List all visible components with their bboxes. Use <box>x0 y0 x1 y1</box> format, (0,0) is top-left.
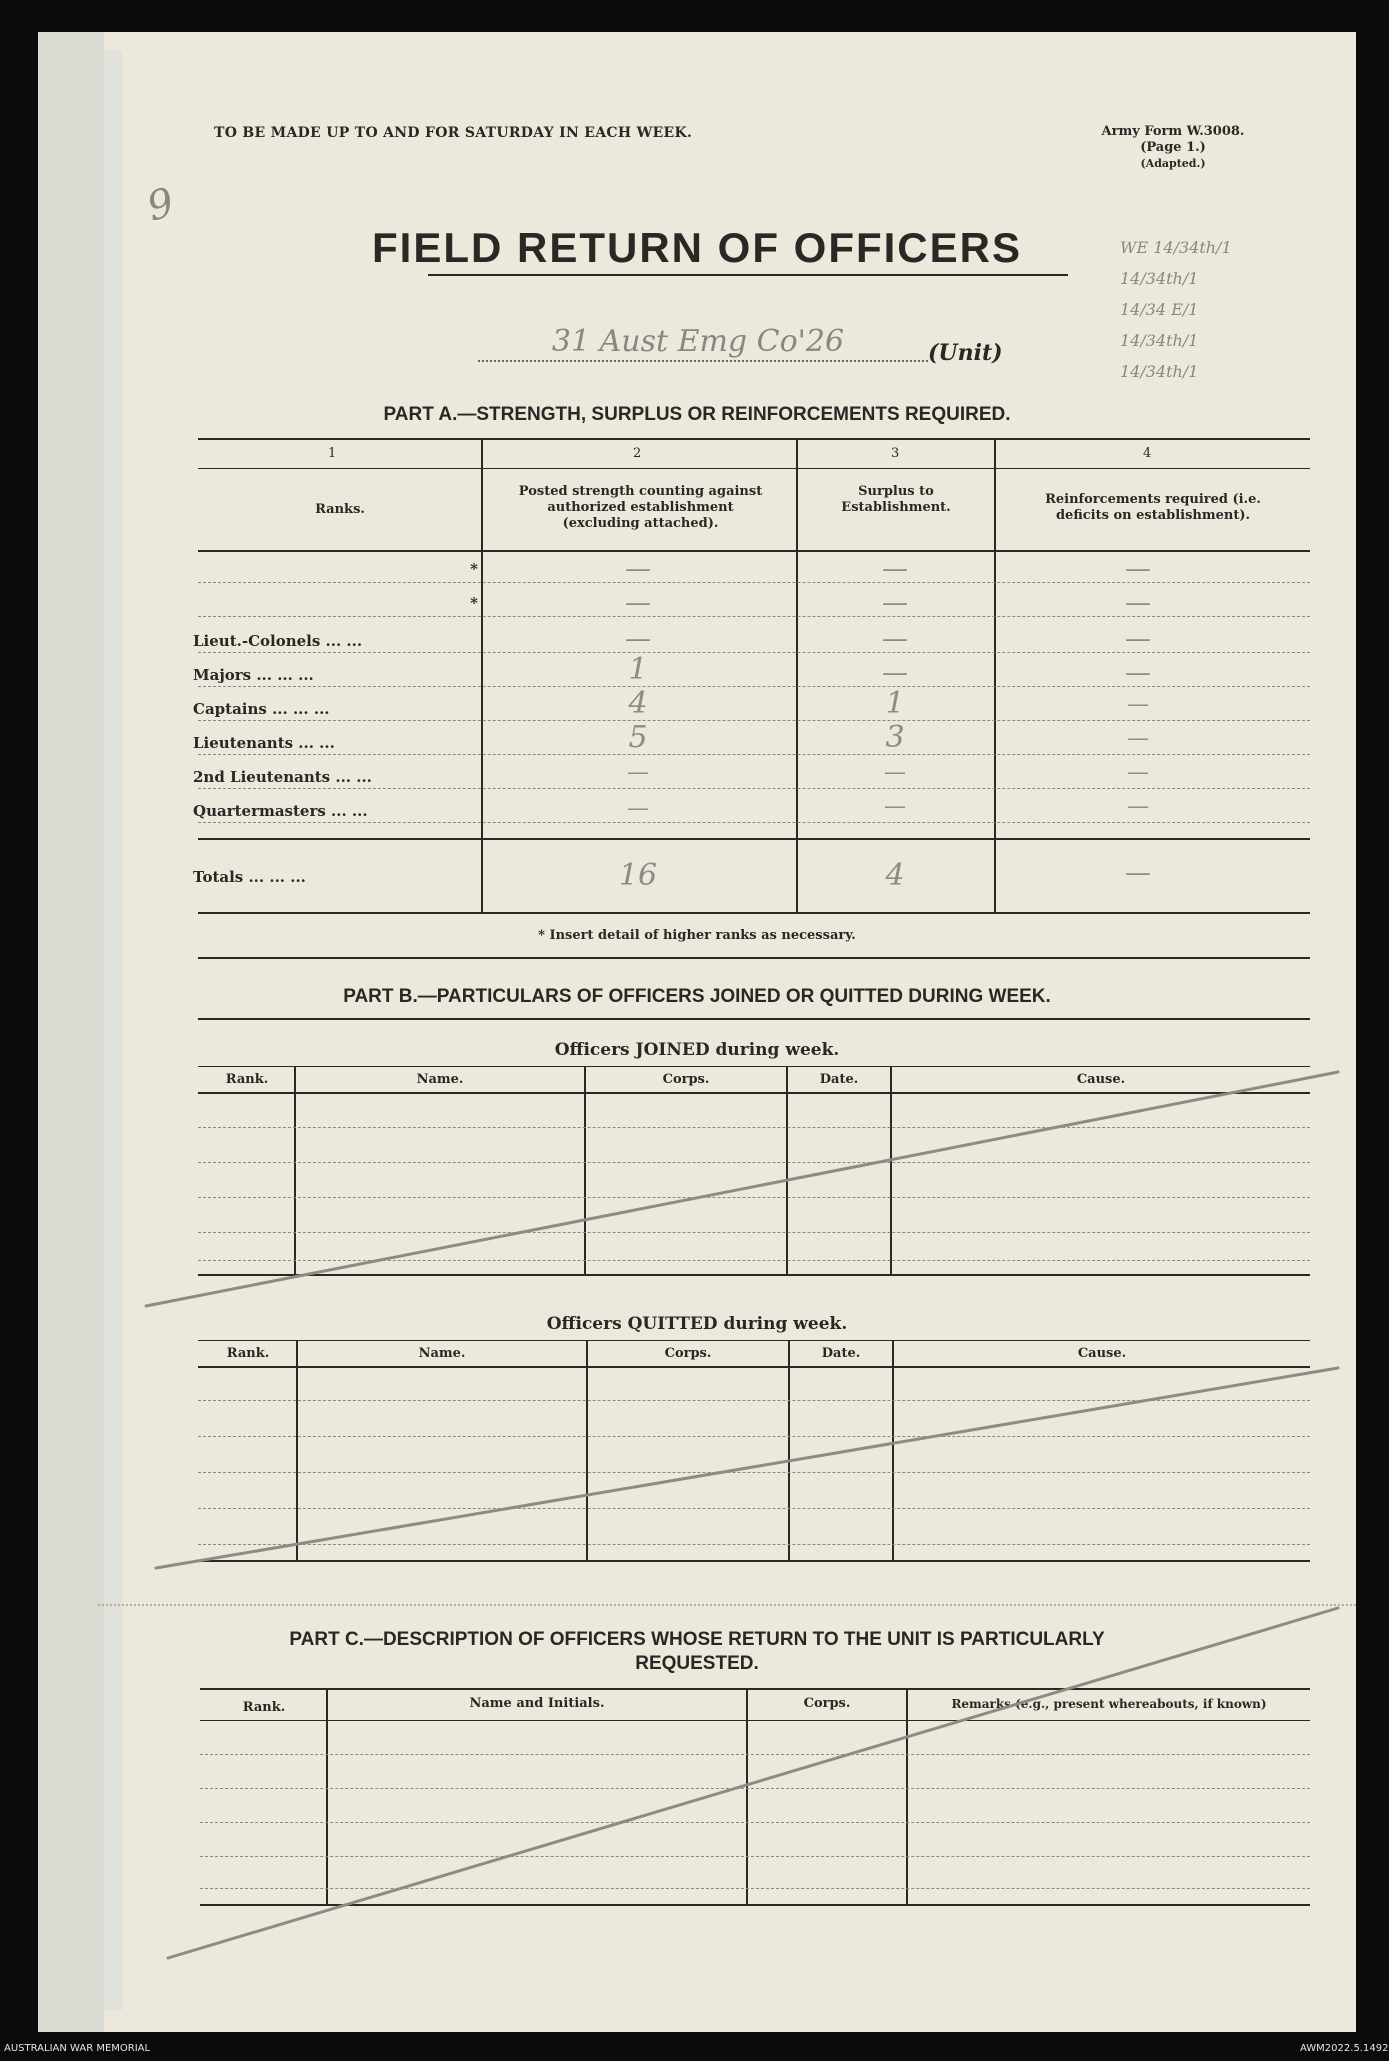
totals-label: Totals ... ... ... <box>193 868 306 886</box>
surplus-total: 4 <box>885 858 905 893</box>
instruction-text: TO BE MADE UP TO AND FOR SATURDAY IN EACH WEEK. <box>214 125 693 141</box>
column-number: 1 <box>328 446 337 461</box>
part-a-footnote: * Insert detail of higher ranks as necessary. <box>538 928 856 943</box>
strength-value: — <box>627 760 649 785</box>
reinforcement-total: — <box>1125 858 1151 888</box>
form-sheet <box>38 32 1356 2032</box>
form-title: FIELD RETURN OF OFFICERS <box>372 224 1022 271</box>
unit-label: (Unit) <box>928 340 1003 366</box>
stamp-line: 14/34th/1 <box>1120 269 1199 288</box>
col-date: Date. <box>819 1072 859 1087</box>
col-name: Name. <box>416 1072 464 1087</box>
part-a-heading: PART A.—STRENGTH, SURPLUS OR REINFORCEMENTS REQUIRED. <box>383 404 1011 425</box>
margin-note: 9 <box>142 179 179 231</box>
surplus-value: — <box>882 554 908 584</box>
rank-label: * <box>470 560 478 578</box>
stamp-line: 14/34th/1 <box>1120 331 1199 350</box>
surplus-value: 3 <box>885 720 905 755</box>
strength-value: 4 <box>628 686 648 721</box>
surplus-value: 1 <box>885 686 905 721</box>
column-number: 2 <box>633 446 642 461</box>
surplus-value: — <box>882 658 908 688</box>
col-rank: Rank. <box>225 1072 269 1087</box>
stamp-line: 14/34 E/1 <box>1120 300 1199 319</box>
pencil-strike-lines <box>38 32 1356 2032</box>
form-number: Army Form W.3008. <box>1101 124 1245 139</box>
reinforcement-value: — <box>1127 692 1149 717</box>
reinforcement-value: — <box>1127 760 1149 785</box>
col-cause: Cause. <box>1077 1346 1127 1361</box>
col-corps: Corps. <box>662 1072 710 1087</box>
col-name-initials: Name and Initials. <box>469 1696 605 1711</box>
col-date: Date. <box>821 1346 861 1361</box>
col-remarks: Remarks (e.g., present whereabouts, if known) <box>951 1697 1267 1711</box>
column-header-strength: Posted strength counting against authorized establishment (excluding attached). <box>518 484 763 531</box>
rank-label: Captains ... ... ... <box>193 700 330 718</box>
strength-value: 5 <box>628 720 648 755</box>
rank-label: Quartermasters ... ... <box>193 802 368 820</box>
joined-heading: Officers JOINED during week. <box>554 1040 840 1060</box>
stamp-line: WE 14/34th/1 <box>1120 238 1232 257</box>
rank-label: Lieutenants ... ... <box>193 734 335 752</box>
rank-label: Majors ... ... ... <box>193 666 314 684</box>
col-rank: Rank. <box>226 1346 270 1361</box>
stamp-line: 14/34th/1 <box>1120 362 1199 381</box>
surplus-value: — <box>884 794 906 819</box>
reinforcement-value: — <box>1125 588 1151 618</box>
surplus-value: — <box>884 760 906 785</box>
reinforcement-value: — <box>1125 554 1151 584</box>
reinforcement-value: — <box>1125 624 1151 654</box>
quitted-heading: Officers QUITTED during week. <box>546 1314 848 1334</box>
surplus-value: — <box>882 624 908 654</box>
col-name: Name. <box>418 1346 466 1361</box>
strength-value: — <box>625 588 651 618</box>
unit-value: 31 Aust Emg Co'26 <box>551 324 845 359</box>
column-number: 3 <box>891 446 900 461</box>
column-header-ranks: Ranks. <box>315 502 365 517</box>
strength-value: — <box>625 624 651 654</box>
part-b-heading: PART B.—PARTICULARS OF OFFICERS JOINED OR QUITTED DURING WEEK. <box>343 986 1051 1007</box>
reinforcement-value: — <box>1125 658 1151 688</box>
reinforcement-value: — <box>1127 726 1149 751</box>
strength-value: 1 <box>628 652 648 687</box>
rank-label: Lieut.-Colonels ... ... <box>193 632 363 650</box>
strength-value: — <box>627 796 649 821</box>
rank-label: 2nd Lieutenants ... ... <box>193 768 372 786</box>
col-cause: Cause. <box>1076 1072 1126 1087</box>
surplus-value: — <box>882 588 908 618</box>
column-header-reinforcements: Reinforcements required (i.e. deficits on establishment). <box>1045 492 1261 523</box>
column-header-surplus: Surplus to Establishment. <box>841 484 951 515</box>
col-corps: Corps. <box>664 1346 712 1361</box>
page-number: (Page 1.) <box>1140 140 1206 155</box>
strength-value: — <box>625 554 651 584</box>
adapted-note: (Adapted.) <box>1140 157 1206 170</box>
part-c-heading-line: PART C.—DESCRIPTION OF OFFICERS WHOSE RETURN TO THE UNIT IS PARTICULARLY <box>289 1629 1105 1650</box>
col-rank: Rank. <box>242 1700 286 1715</box>
part-c-heading-line: REQUESTED. <box>635 1653 759 1674</box>
rank-label: * <box>470 594 478 612</box>
col-corps: Corps. <box>803 1696 851 1711</box>
strength-total: 16 <box>618 858 658 893</box>
reinforcement-value: — <box>1127 794 1149 819</box>
column-number: 4 <box>1143 446 1152 461</box>
archive-id: AWM2022.5.1492 <box>1300 2043 1389 2054</box>
archive-credit: AUSTRALIAN WAR MEMORIAL <box>4 2043 151 2054</box>
